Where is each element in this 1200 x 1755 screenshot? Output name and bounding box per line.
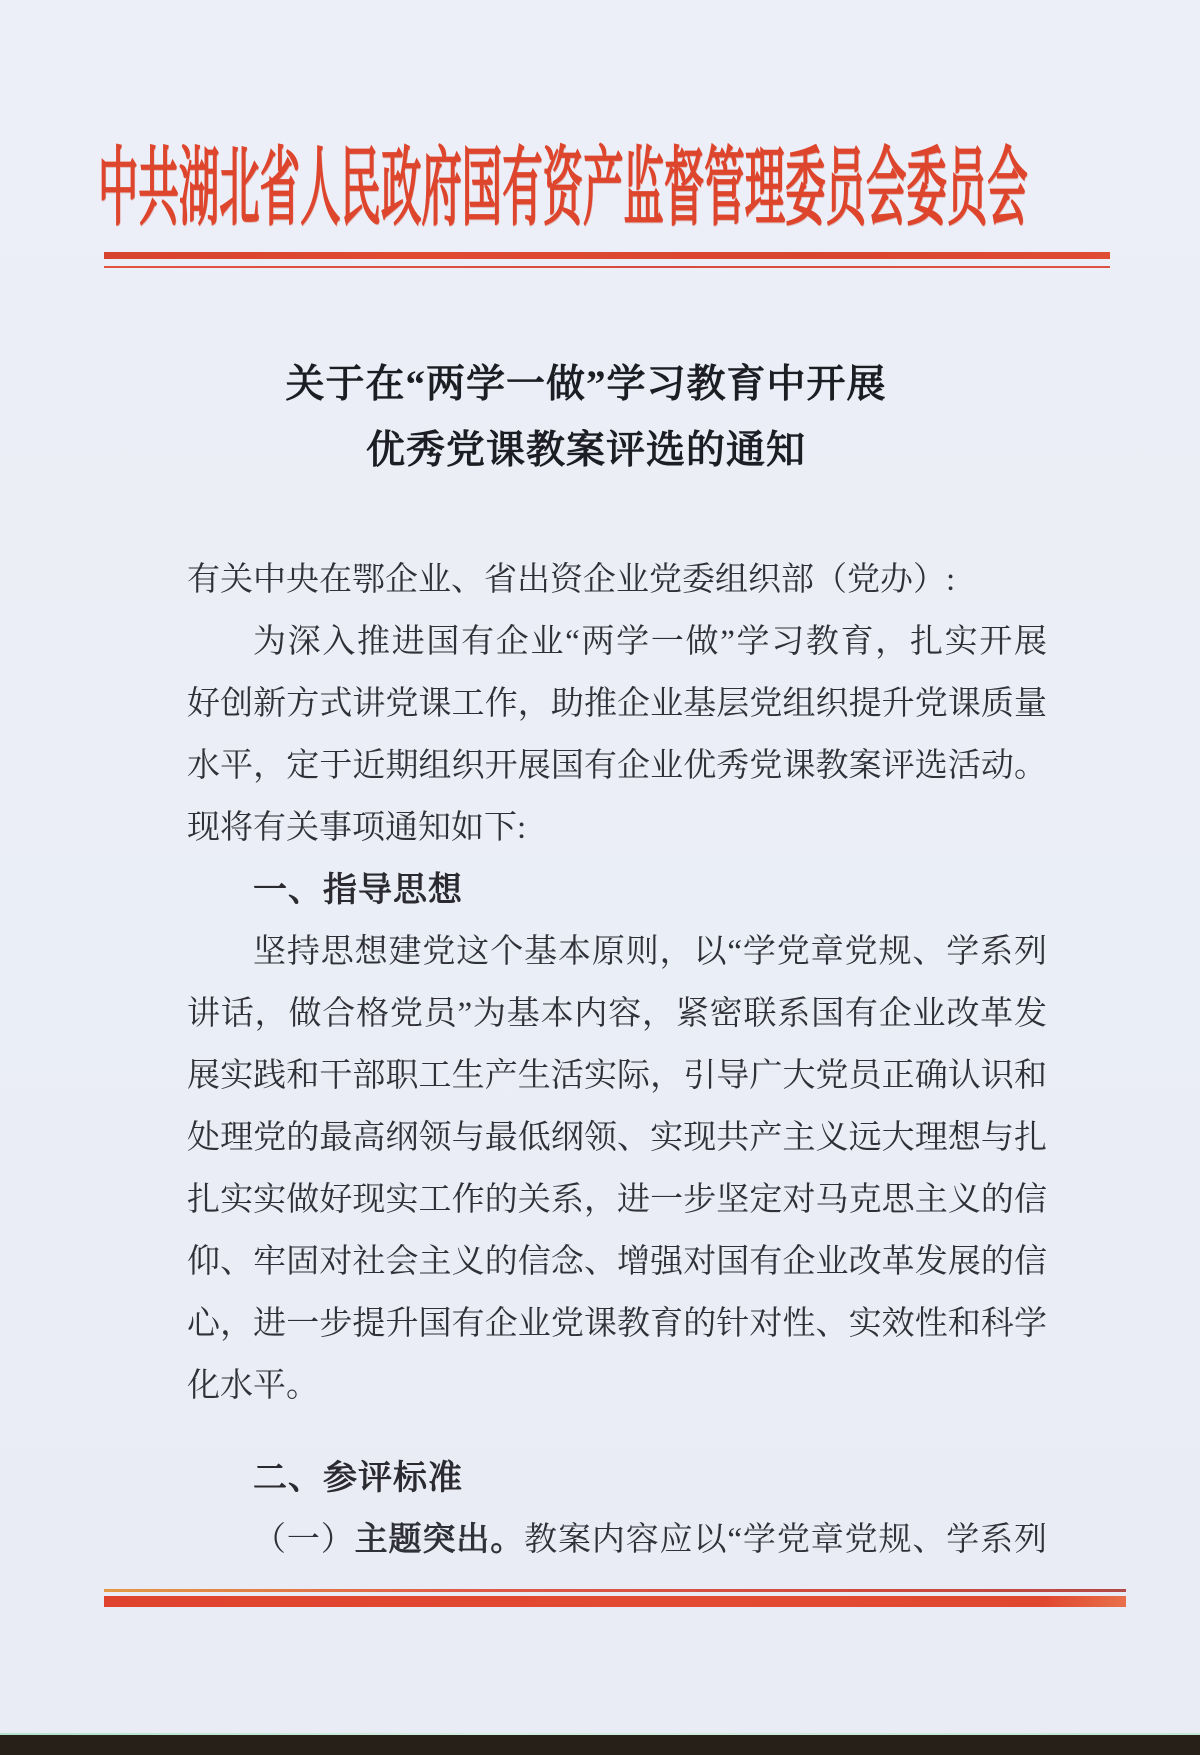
scan-edge [0,1735,1200,1755]
body-text-segment: 教案内容应以“学党章党规、学系列 [524,1522,1047,1558]
body-line [187,1293,1047,1355]
body-line [187,549,1047,611]
body-line [187,1107,1047,1169]
footer-rule [104,1589,1126,1607]
doc-title [0,352,1186,484]
body-line [187,611,1047,673]
doc-title-line2: 优秀党课教案评选的通知 [365,429,806,472]
body-line [187,735,1047,797]
letterhead [98,138,1200,248]
body-text-segment: 展实践和干部职工生产生活实际，引导广大党员正确认识和 [187,1058,1047,1094]
body-text-segment: 化水平。 [187,1368,319,1404]
section-heading [187,1447,1047,1509]
doc-title-line1: 关于在“两学一做”学习教育中开展 [285,363,887,406]
letterhead-rule [104,252,1110,268]
body-line [187,1045,1047,1107]
body-line [187,983,1047,1045]
body-text-segment: 好创新方式讲党课工作，助推企业基层党组织提升党课质量 [187,686,1047,722]
body-text-segment: 有关中央在鄂企业、省出资企业党委组织部（党办）: [187,562,956,598]
body-text-segment: 坚持思想建党这个基本原则，以“学党章党规、学系列 [253,934,1047,970]
org-title: 中共湖北省人民政府国有资产监督管理委员会委员会 [98,140,1028,236]
body-text-segment: 一、指导思想 [253,871,463,909]
body-text-segment: 主题突出。 [354,1522,525,1558]
rule-thin [104,1589,1126,1592]
body-text-segment: 讲话，做合格党员”为基本内容，紧密联系国有企业改革发 [187,996,1047,1032]
body-line [187,1509,1047,1571]
rule-thick [104,1596,1126,1607]
body-text-segment: 处理党的最高纲领与最低纲领、实现共产主义远大理想与扎 [187,1120,1047,1156]
body-text-segment: 水平，定于近期组织开展国有企业优秀党课教案评选活动。 [187,748,1047,784]
rule-thick [104,252,1110,259]
body-line [187,921,1047,983]
body-text-segment: 二、参评标准 [253,1459,463,1497]
body-line [187,797,1047,859]
body-text-segment: 为深入推进国有企业“两学一做”学习教育，扎实开展 [253,624,1047,660]
body-line [187,1231,1047,1293]
body-text-segment: 现将有关事项通知如下: [187,810,527,846]
body-line [187,1169,1047,1231]
body-text-segment: （一） [253,1522,355,1558]
body-text-segment: 仰、牢固对社会主义的信念、增强对国有企业改革发展的信 [187,1244,1047,1280]
body-text-segment: 扎实实做好现实工作的关系，进一步坚定对马克思主义的信 [187,1182,1047,1218]
body-line [187,673,1047,735]
doc-body [187,549,1047,1571]
rule-thin [104,266,1110,268]
body-line [187,1355,1047,1417]
section-heading [187,859,1047,921]
body-text-segment: 心，进一步提升国有企业党课教育的针对性、实效性和科学 [187,1306,1047,1342]
